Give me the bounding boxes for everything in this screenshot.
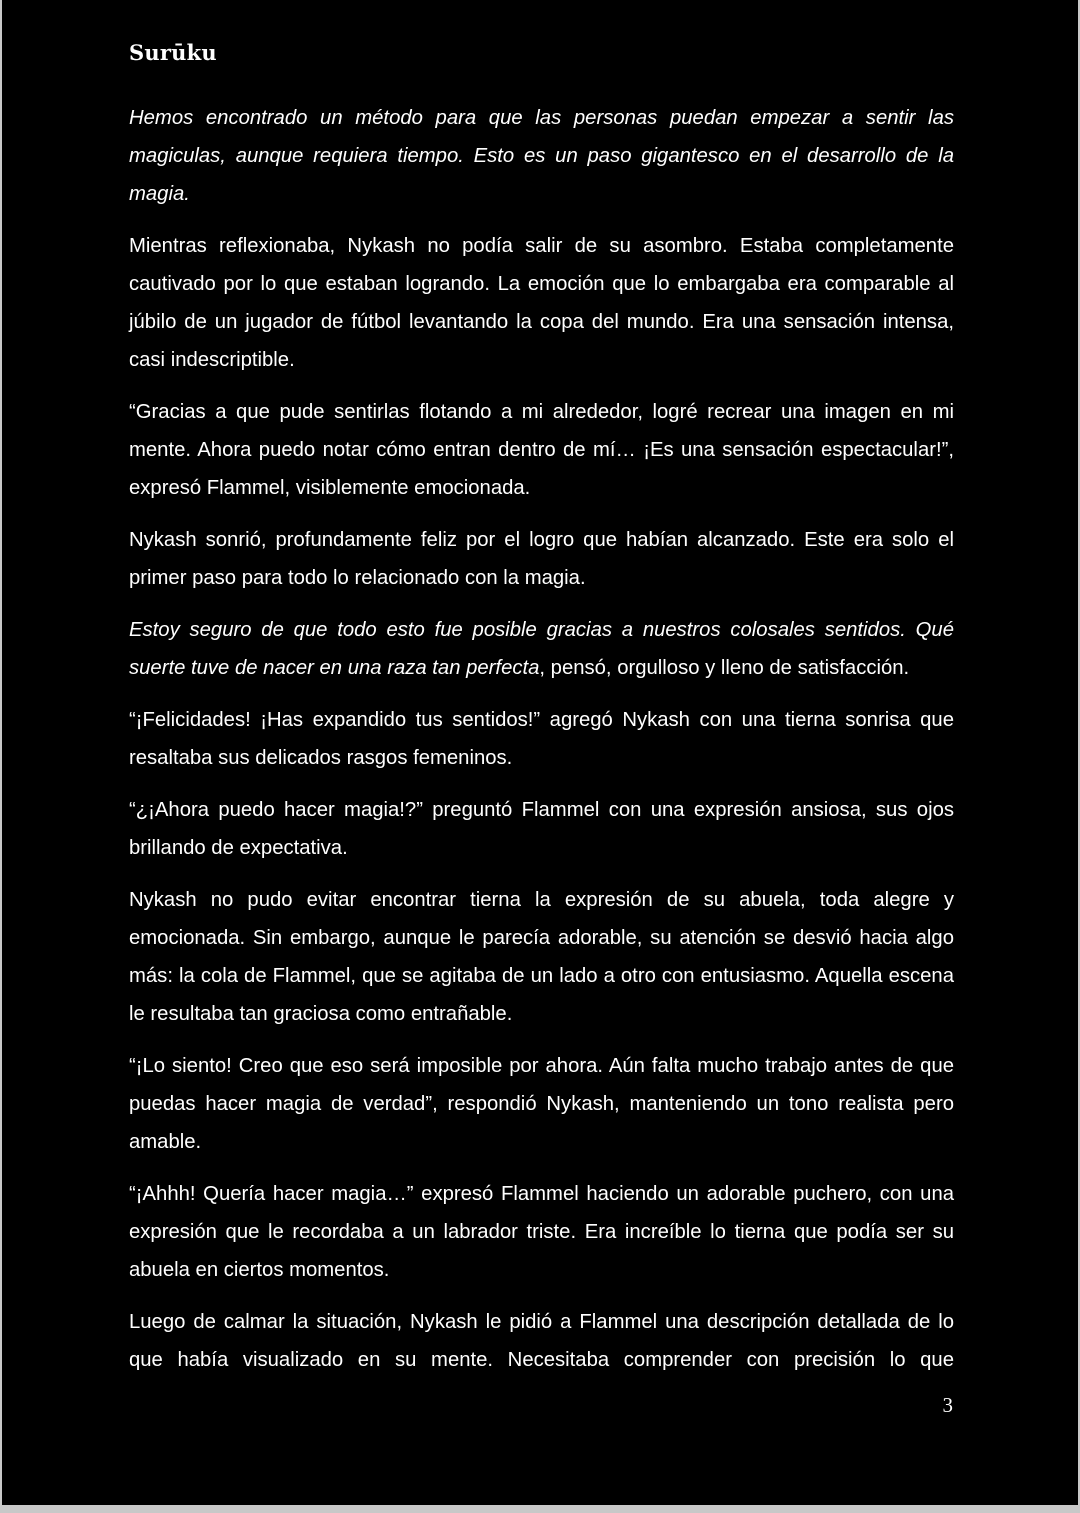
paragraph-10: “¡Ahhh! Quería hacer magia…” expresó Flammel haciendo un adorable puchero, con una expresión que le recordaba a un labrador triste. Era increíble lo tierna que podía ser su abuela en ciertos momentos. — [129, 1183, 954, 1281]
paragraph-8: Nykash no pudo evitar encontrar tierna la expresión de su abuela, toda alegre y emocionada. Sin embargo, aunque le parecía adorable, su atención se desvió hacia algo más: la cola de Flammel, que se agitaba de un lado a otro con entusiasmo. Aquella escena le resultaba tan graciosa como entrañable. — [129, 889, 954, 1025]
paragraph-1: Hemos encontrado un método para que las personas puedan empezar a sentir las magiculas, aunque requiera tiempo. Esto es un paso gigantesco en el desarrollo de la magia. — [129, 107, 954, 205]
paragraph-5 — [129, 611, 954, 687]
running-header: Surūku — [129, 40, 217, 65]
paragraph-5-thought: Estoy seguro de que todo esto fue posible gracias a nuestros colosales sentidos. Qué suerte tuve de nacer en una raza tan perfecta — [129, 619, 954, 679]
paragraph-9: “¡Lo siento! Creo que eso será imposible por ahora. Aún falta mucho trabajo antes de que puedas hacer magia de verdad”, respondió Nykash, manteniendo un tono realista pero amable. — [129, 1055, 954, 1153]
paragraph-7: “¿¡Ahora puedo hacer magia!?” preguntó Flammel con una expresión ansiosa, sus ojos brillando de expectativa. — [129, 799, 954, 859]
page-number: 3 — [942, 1393, 953, 1417]
document-page — [2, 0, 1078, 1505]
paragraph-11: Luego de calmar la situación, Nykash le pidió a Flammel una descripción detallada de lo que había visualizado en su mente. Necesitaba comprender con precisión lo que — [129, 1311, 954, 1371]
paragraph-3: “Gracias a que pude sentirlas flotando a mi alrededor, logré recrear una imagen en mi mente. Ahora puedo notar cómo entran dentro de mí… ¡Es una sensación espectacular!”, expresó Flammel, visiblemente emocionada. — [129, 401, 954, 499]
paragraph-6: “¡Felicidades! ¡Has expandido tus sentidos!” agregó Nykash con una tierna sonrisa que resaltaba sus delicados rasgos femeninos. — [129, 709, 954, 769]
paragraph-5-narration: , pensó, orgulloso y lleno de satisfacción. — [539, 657, 910, 679]
paragraph-4: Nykash sonrió, profundamente feliz por el logro que habían alcanzado. Este era solo el primer paso para todo lo relacionado con la magia. — [129, 529, 954, 589]
page-body — [129, 99, 954, 1379]
paragraph-2: Mientras reflexionaba, Nykash no podía salir de su asombro. Estaba completamente cautivado por lo que estaban logrando. La emoción que lo embargaba era comparable al júbilo de un jugador de fútbol levantando la copa del mundo. Era una sensación intensa, casi indescriptible. — [129, 235, 954, 371]
